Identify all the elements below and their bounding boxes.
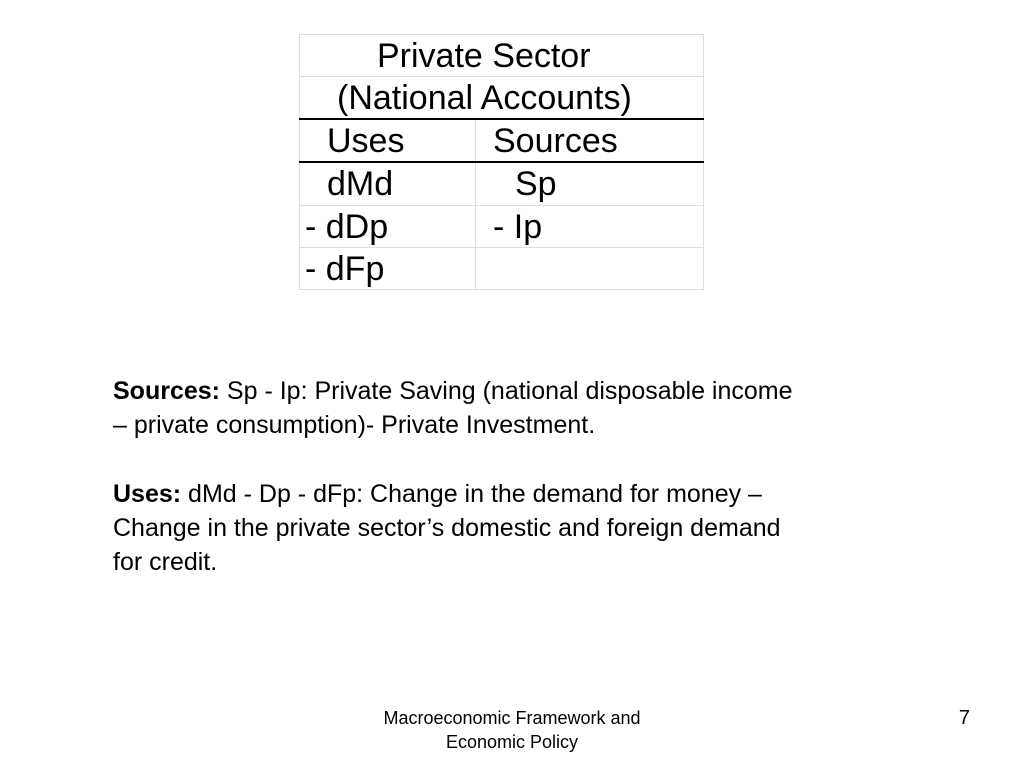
- cell-uses-1: dMd: [327, 165, 394, 203]
- sources-paragraph: [113, 374, 913, 442]
- cell-sources-2: - Ip: [493, 208, 543, 246]
- uses-line1: [113, 477, 913, 511]
- page-number: 7: [958, 707, 970, 729]
- sources-label: Sources:: [113, 377, 220, 405]
- sources-text-line2: – private consumption)- Private Investment.: [113, 411, 596, 439]
- footer-title: [362, 706, 662, 754]
- uses-paragraph: [113, 477, 913, 579]
- sources-line1: [113, 374, 913, 408]
- uses-label: Uses:: [113, 480, 182, 508]
- table-divider-title: [299, 76, 704, 77]
- cell-uses-3: - dFp: [305, 250, 385, 288]
- cell-sources-1: Sp: [515, 165, 557, 203]
- table-rule-header-top: [299, 118, 704, 120]
- table-border-top: [299, 34, 704, 35]
- sources-text-line1: Sp - Ip: Private Saving (national disposable income: [219, 377, 793, 405]
- footer-title-line1: Macroeconomic Framework and: [383, 708, 641, 728]
- cell-uses-2: - dDp: [305, 208, 389, 246]
- table-title-line2: (National Accounts): [337, 79, 632, 117]
- uses-text-line3: for credit.: [113, 548, 218, 576]
- table-title-line1: Private Sector: [377, 37, 591, 75]
- table-rule-header-bottom: [299, 161, 704, 163]
- header-uses: Uses: [327, 122, 405, 160]
- table-border-bottom: [299, 289, 704, 290]
- private-sector-table: [299, 34, 704, 290]
- table-divider-row2: [299, 205, 704, 206]
- uses-text-line2: Change in the private sector’s domestic and foreign demand: [113, 514, 781, 542]
- table-divider-row3: [299, 247, 704, 248]
- footer-title-line2: Economic Policy: [445, 732, 579, 752]
- table-column-divider: [475, 119, 476, 290]
- uses-text-line1: dMd - Dp - dFp: Change in the demand for money –: [181, 480, 762, 508]
- header-sources: Sources: [493, 122, 618, 160]
